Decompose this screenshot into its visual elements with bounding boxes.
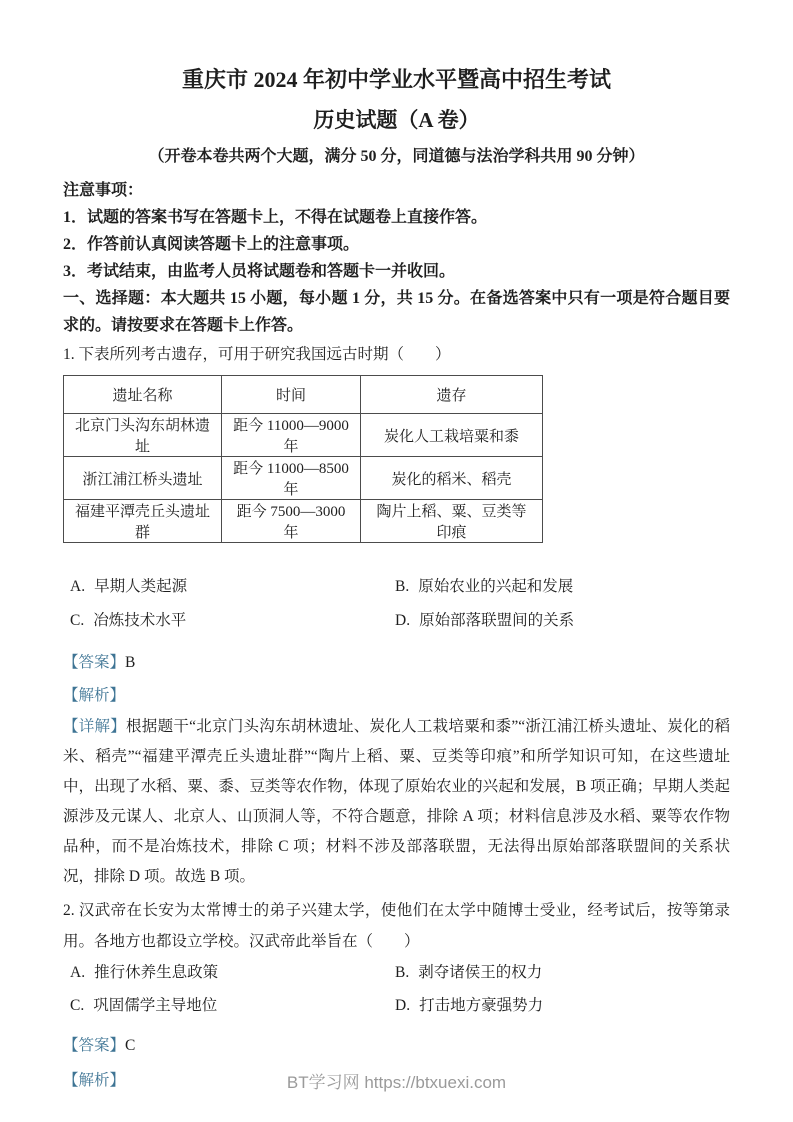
table-header-remains: 遗存 <box>361 376 543 414</box>
notice-item-1: 1．试题的答案书写在答题卡上，不得在试题卷上直接作答。 <box>63 209 488 227</box>
table-cell-remains: 炭化的稻米、稻壳 <box>361 457 543 500</box>
question1-option-c <box>70 610 395 632</box>
question1-option-a <box>70 576 395 598</box>
question1-options <box>70 576 730 632</box>
exam-title: 重庆市 2024 年初中学业水平暨高中招生考试 <box>181 67 611 92</box>
option-text: 打击地方豪强势力 <box>419 997 544 1015</box>
option-letter: C. <box>70 997 85 1015</box>
option-text: 早期人类起源 <box>94 578 188 596</box>
option-letter: A. <box>70 578 86 596</box>
answer-label: 【答案】 <box>63 1037 126 1055</box>
option-letter: B. <box>395 964 410 982</box>
notices-heading: 注意事项： <box>63 182 144 200</box>
question2-answer-line <box>63 1035 730 1057</box>
exam-subtitle: 历史试题（A 卷） <box>313 107 480 132</box>
table-cell-time: 距今 7500—3000 年 <box>222 500 361 543</box>
answer-value: C <box>125 1037 136 1055</box>
option-row <box>70 610 730 632</box>
exam-meta-line: （开卷本卷共两个大题，满分 50 分，同道德与法治学科共用 90 分钟） <box>148 147 645 165</box>
question2-options <box>70 962 730 1017</box>
question1-detail-paragraph <box>63 712 730 892</box>
table-cell-remains: 炭化人工栽培粟和黍 <box>361 414 543 457</box>
question1-stem: 1. 下表所列考古遗存，可用于研究我国远古时期（ ） <box>63 346 451 364</box>
option-row <box>70 576 730 598</box>
table-cell-remains: 陶片上稻、粟、豆类等印痕 <box>361 500 543 543</box>
analysis-label: 【解析】 <box>63 1072 126 1090</box>
table-row <box>64 500 543 543</box>
table-header-row <box>64 376 543 414</box>
question1-option-b <box>395 576 730 598</box>
option-text: 原始部落联盟间的关系 <box>419 612 575 630</box>
question2-option-a <box>70 962 395 984</box>
option-text: 冶炼技术水平 <box>93 612 187 630</box>
option-letter: C. <box>70 612 85 630</box>
table-cell-time: 距今 11000—9000 年 <box>222 414 361 457</box>
table-row <box>64 414 543 457</box>
option-text: 巩固儒学主导地位 <box>93 997 218 1015</box>
question2-option-d <box>395 995 730 1017</box>
option-letter: A. <box>70 964 86 982</box>
table-cell-site: 北京门头沟东胡林遗址 <box>64 414 222 457</box>
question2-stem: 2. 汉武帝在长安为太常博士的弟子兴建太学，使他们在太学中随博士受业，经考试后，按等第录用。各地方也都设立学校。汉武帝此举旨在（ ） <box>63 902 730 951</box>
analysis-label: 【解析】 <box>63 687 126 705</box>
table-cell-site: 浙江浦江桥头遗址 <box>64 457 222 500</box>
option-text: 剥夺诸侯王的权力 <box>418 964 543 982</box>
watermark-footer: BT学习网 https://btxuexi.com <box>286 1073 507 1092</box>
table-cell-site: 福建平潭壳丘头遗址群 <box>64 500 222 543</box>
option-row <box>70 995 730 1017</box>
archaeology-table <box>63 375 543 543</box>
option-letter: B. <box>395 578 410 596</box>
notice-item-2: 2．作答前认真阅读答题卡上的注意事项。 <box>63 236 360 254</box>
option-letter: D. <box>395 612 411 630</box>
notice-item-3: 3．考试结束，由监考人员将试题卷和答题卡一并收回。 <box>63 263 456 281</box>
table-row <box>64 457 543 500</box>
section1-heading: 一、选择题：本大题共 15 小题，每小题 1 分，共 15 分。在备选答案中只有一项是符合题目要求的。请按要求在答题卡上作答。 <box>63 290 730 335</box>
table-header-time: 时间 <box>222 376 361 414</box>
option-text: 原始农业的兴起和发展 <box>418 578 574 596</box>
table-header-site: 遗址名称 <box>64 376 222 414</box>
option-letter: D. <box>395 997 411 1015</box>
question1-option-d <box>395 610 730 632</box>
option-text: 推行休养生息政策 <box>94 964 219 982</box>
answer-value: B <box>125 654 136 672</box>
question2-option-b <box>395 962 730 984</box>
detail-text: 根据题干“北京门头沟东胡林遗址、炭化人工栽培粟和黍”“浙江浦江桥头遗址、炭化的稻米、稻壳”“福建平潭壳丘头遗址群”“陶片上稻、粟、豆类等印痕”和所学知识可知，在这些遗址中，出现了水稻、粟、黍、豆类等农作物，体现了原始农业的兴起和发展，B 项正确；早期人类起源涉及元谋人、北京人、山顶洞人等，不符合题意，排除 A 项；材料信息涉及水稻、粟等农作物品种，而不是冶炼技术，排除 C 项；材料不涉及部落联盟，无法得出原始部落联盟间的关系状况，排除 D 项。故选 B 项。 <box>63 718 730 886</box>
answer-label: 【答案】 <box>63 654 126 672</box>
question2-option-c <box>70 995 395 1017</box>
question1-answer-line <box>63 652 730 674</box>
option-row <box>70 962 730 984</box>
notices-block <box>63 177 730 285</box>
question1-analysis-label <box>63 685 730 707</box>
table-cell-time: 距今 11000—8500 年 <box>222 457 361 500</box>
detail-label: 【详解】 <box>63 718 127 736</box>
